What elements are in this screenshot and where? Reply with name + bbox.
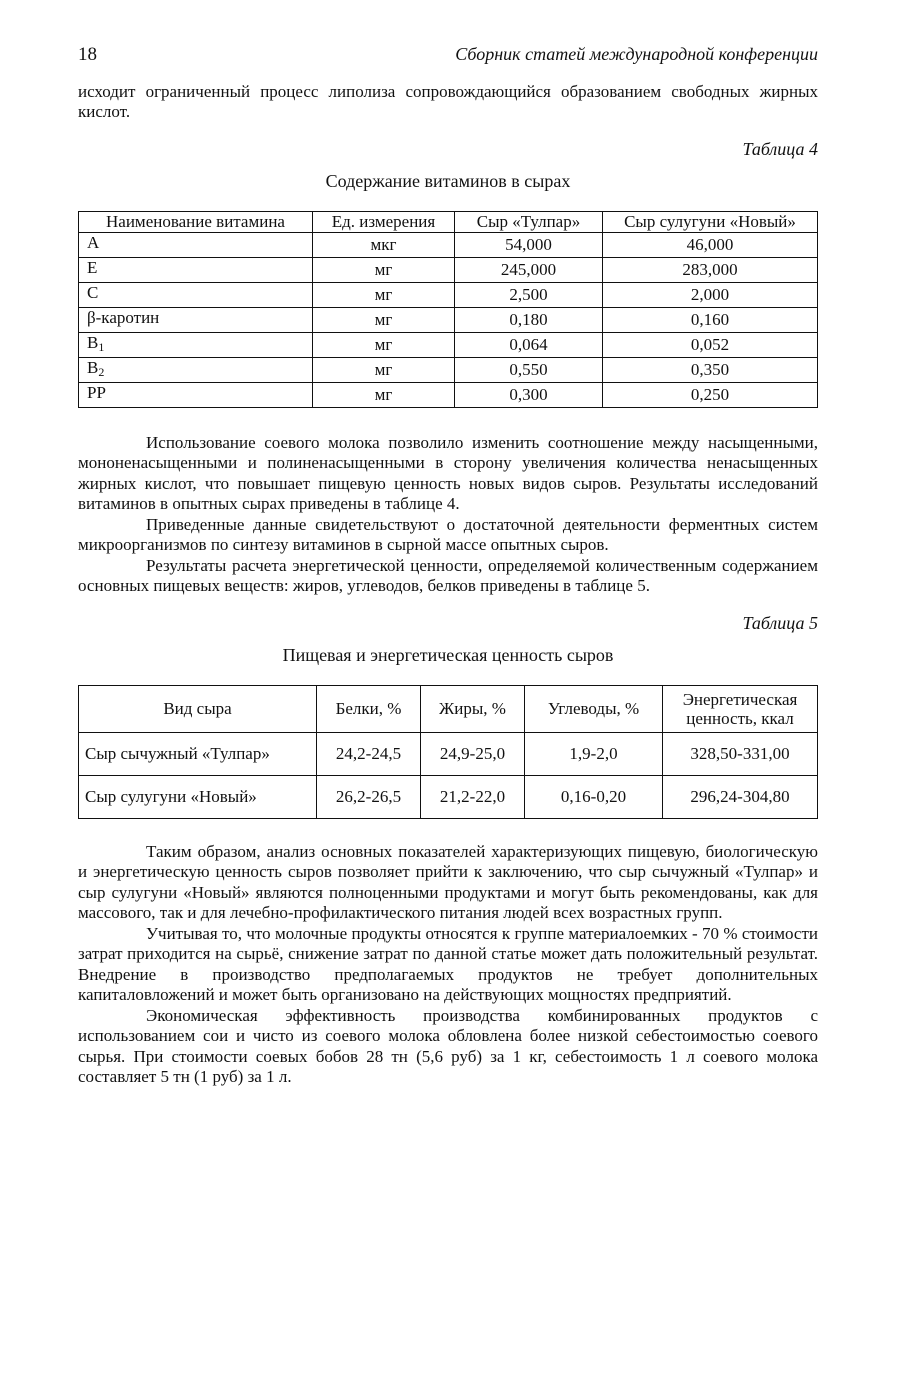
table-row [79,282,818,307]
vitamin-value-suluguni: 283,000 [603,257,818,282]
vitamin-unit: мкг [313,232,455,257]
table-row [79,775,818,818]
vitamin-unit: мг [313,257,455,282]
vitamin-name: PP [79,382,313,407]
vitamin-value-tulpar: 0,064 [455,332,603,357]
body-paragraph: Приведенные данные свидетельствуют о достаточной деятельности ферментных систем микроорганизмов по синтезу витаминов в сырной массе опытных сыров. [78,514,818,554]
vitamin-name: $B_2$ [79,357,313,382]
table-row [79,732,818,775]
vitamin-name: C [79,282,313,307]
table-row [79,232,818,257]
column-header-tulpar: Сыр «Тулпар» [455,211,603,232]
document-page [78,44,818,1088]
carbs-value: 0,16-0,20 [525,775,663,818]
fat-value: 24,9-25,0 [421,732,525,775]
body-paragraph: Использование соевого молока позволило изменить соотношение между насыщенными, мононенасыщенными и полиненасыщенными в сторону увеличения количества ненасыщенных жирных кислот, что повышает пищевую ценность новых видов сыров. Результаты исследований витаминов в опытных сырах приведены в таблице 4. [78,432,818,513]
vitamin-value-suluguni: 2,000 [603,282,818,307]
vitamin-value-suluguni: 0,160 [603,307,818,332]
cheese-name: Сыр сычужный «Тулпар» [79,732,317,775]
column-header-cheese: Вид сыра [79,685,317,732]
table5-label: Таблица 5 [742,612,818,633]
fat-value: 21,2-22,0 [421,775,525,818]
vitamin-name: β-каротин [79,307,313,332]
table4-label: Таблица 4 [742,138,818,159]
vitamin-value-suluguni: 0,052 [603,332,818,357]
table-row [79,307,818,332]
vitamin-name: A [79,232,313,257]
energy-value: 296,24-304,80 [663,775,818,818]
protein-value: 24,2-24,5 [317,732,421,775]
energy-value: 328,50-331,00 [663,732,818,775]
body-paragraph: Результаты расчета энергетической ценности, определяемой количественным содержанием основных пищевых веществ: жиров, углеводов, белков приведены в таблице 5. [78,555,818,595]
table-row [79,332,818,357]
vitamin-value-suluguni: 0,250 [603,382,818,407]
body-paragraph: Экономическая эффективность производства комбинированных продуктов с использованием сои и чисто из соевого молока обловлена более низкой себестоимостью соевого сырья. При стоимости соевых бобов 28 тн (5,6 руб) за 1 кг, себестоимость 1 л соевого молока составляет 5 тн (1 руб) за 1 л. [78,1005,818,1086]
running-title: Сборник статей международной конференции [455,44,818,64]
column-header-vitamin: Наименование витамина [79,211,313,232]
vitamin-unit: мг [313,332,455,357]
vitamin-unit: мг [313,382,455,407]
column-header-suluguni: Сыр сулугуни «Новый» [603,211,818,232]
vitamin-unit: мг [313,282,455,307]
body-paragraph: Таким образом, анализ основных показателей характеризующих пищевую, биологическую и энергетическую ценность сыров позволяет прийти к заключению, что сыр сычужный «Тулпар» и сыр сулугуни «Новый» являются полноценными продуктами и могут быть рекомендованы, как для массового, так и для лечебно-профилактического питания людей всех возрастных групп. [78,841,818,922]
table-row [79,357,818,382]
body-paragraph: Учитывая то, что молочные продукты относятся к группе материалоемких - 70 % стоимости затрат приходится на сырьё, снижение затрат по данной статье может дать положительный результат. Внедрение в производство предполагаемых продуктов не требует дополнительных капиталовложений и может быть организовано на действующих мощностях предприятий. [78,923,818,1004]
table4-title: Содержание витаминов в сырах [325,171,571,191]
nutrition-table-header-row [79,685,818,732]
carbs-value: 1,9-2,0 [525,732,663,775]
column-header-unit: Ед. измерения [313,211,455,232]
protein-value: 26,2-26,5 [317,775,421,818]
page-header [78,44,818,66]
vitamin-value-tulpar: 245,000 [455,257,603,282]
vitamin-unit: мг [313,357,455,382]
nutrition-table [78,685,818,819]
vitamin-name: E [79,257,313,282]
table-row [79,382,818,407]
vitamin-table [78,211,818,408]
table5-title: Пищевая и энергетическая ценность сыров [282,645,614,665]
column-header-fat: Жиры, % [421,685,525,732]
vitamin-value-tulpar: 2,500 [455,282,603,307]
vitamin-value-tulpar: 54,000 [455,232,603,257]
page-number: 18 [78,44,97,65]
vitamin-value-tulpar: 0,300 [455,382,603,407]
vitamin-table-header-row [79,211,818,232]
vitamin-value-suluguni: 46,000 [603,232,818,257]
column-header-carbs: Углеводы, % [525,685,663,732]
vitamin-unit: мг [313,307,455,332]
vitamin-value-tulpar: 0,550 [455,357,603,382]
column-header-energy: Энергетическая ценность, ккал [663,685,818,732]
vitamin-value-tulpar: 0,180 [455,307,603,332]
column-header-protein: Белки, % [317,685,421,732]
vitamin-value-suluguni: 0,350 [603,357,818,382]
table-row [79,257,818,282]
intro-paragraph: исходит ограниченный процесс липолиза сопровождающийся образованием свободных жирных кислот. [78,81,818,121]
cheese-name: Сыр сулугуни «Новый» [79,775,317,818]
vitamin-name: $B_1$ [79,332,313,357]
